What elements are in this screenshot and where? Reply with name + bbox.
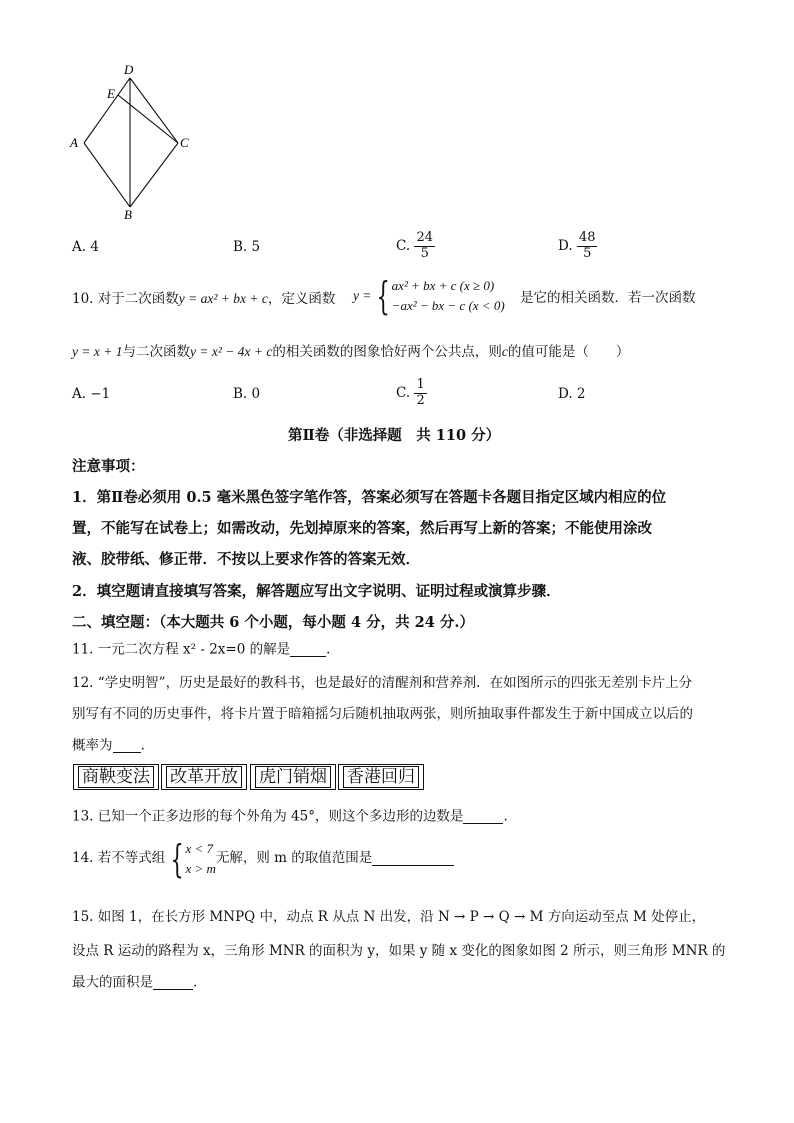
q10-option-b: B. 0	[233, 386, 261, 402]
q13	[72, 810, 508, 824]
q12-line3-text: 概率为	[72, 737, 113, 754]
q10-option-c-label: C.	[396, 384, 411, 401]
q10-option-c	[396, 378, 427, 409]
q10-text3: 是它的相关函数．若一次函数	[520, 290, 696, 306]
edge-ba	[84, 143, 130, 207]
card-4	[338, 764, 424, 790]
notice1-line2: 置，不能写在试卷上；如需改动，先划掉原来的答案，然后再写上新的答案；不能使用涂改	[72, 520, 652, 537]
q10-piecewise	[353, 273, 505, 318]
q10-case1: ax² + bx + c (x ≥ 0)	[391, 278, 495, 293]
q9-option-c	[396, 231, 435, 262]
label-b: B	[124, 207, 132, 222]
notice2: 2．填空题请直接填写答案，解答题应写出文字说明、证明过程或演算步骤．	[72, 583, 561, 600]
q13-text: 13. 已知一个正多边形的每个外角为 45°，则这个多边形的边数是	[72, 808, 464, 825]
notice1-line3: 液、胶带纸、修正带．不按以上要求作答的答案无效．	[72, 551, 420, 568]
q14-text1: 14. 若不等式组	[72, 849, 166, 866]
q12-line2: 别写有不同的历史事件，将卡片置于暗箱摇匀后随机抽取两张，则所抽取事件都发生于新中国成立以后的	[72, 706, 693, 722]
q9-d-denominator: 5	[583, 245, 592, 261]
q9-option-c-fraction	[414, 231, 435, 262]
q11	[72, 643, 330, 657]
q10-number: 10.	[72, 291, 94, 307]
card-1	[73, 764, 159, 790]
q10-option-d: D. 2	[558, 386, 586, 402]
q15-line1: 15. 如图 1，在长方形 MNPQ 中，动点 R 从点 N 出发，沿 N → P → Q → M 方向运动至点 M 处停止，	[72, 909, 706, 925]
q10-func1: y = ax² + bx + c	[178, 291, 268, 306]
card-3	[250, 764, 336, 790]
card-1-text: 商鞅变法	[78, 766, 154, 788]
q15-answer-blank[interactable]	[153, 976, 193, 990]
fill-section-title: 二、填空题：（本大题共 6 个小题，每小题 4 分，共 24 分.）	[72, 614, 474, 631]
card-2	[161, 764, 247, 790]
q9-d-numerator: 48	[578, 230, 596, 245]
q10-func-y: y =	[353, 287, 372, 303]
q9-option-c-label: C.	[396, 237, 411, 254]
q11-answer-blank[interactable]	[290, 643, 326, 657]
edge-cb	[130, 143, 178, 207]
q9-option-d	[558, 231, 597, 262]
q10-line2-text1: 与二次函数	[122, 344, 190, 360]
q10-text1: 对于二次函数	[97, 291, 179, 307]
q10-brace: {	[376, 273, 391, 318]
part2-title: 第Ⅱ卷（非选择题 共 110 分）	[288, 427, 501, 444]
q10-option-c-fraction	[414, 378, 426, 409]
q12-answer-blank[interactable]	[113, 739, 141, 753]
q12-end: .	[140, 737, 145, 754]
q13-end: .	[503, 808, 508, 825]
q14-case1: x < 7	[185, 841, 213, 856]
q10-case2: −ax² − bx − c (x < 0)	[391, 297, 505, 313]
q15-line3	[72, 976, 197, 990]
q12-line1: 12. “学史明智”，历史是最好的教科书，也是最好的清醒剂和营养剂．在如图所示的四张无差别卡片上分	[72, 675, 693, 691]
q10-option-a: A. −1	[72, 386, 111, 402]
label-e: E	[107, 86, 115, 101]
label-d: D	[124, 62, 134, 77]
q10-c-denominator: 2	[416, 392, 425, 408]
q10-line2-text2: 的相关函数的图象恰好两个公共点，则	[272, 344, 502, 360]
rhombus-figure	[60, 60, 210, 225]
q14-text2: 无解，则 m 的取值范围是	[215, 849, 373, 866]
card-3-text: 虎门销烟	[255, 766, 331, 788]
q10-line2	[72, 345, 629, 360]
q10-line1	[72, 292, 335, 307]
notice1-line1: 1．第Ⅱ卷必须用 0.5 毫米黑色签字笔作答，答案必须写在答题卡各题目指定区域内相应的位	[72, 489, 667, 506]
q10-linear-func: y = x + 1	[72, 344, 123, 359]
q9-option-d-label: D.	[558, 237, 573, 254]
card-4-text: 香港回归	[343, 766, 419, 788]
q15-line2: 设点 R 运动的路程为 x，三角形 MNR 的面积为 y，如果 y 随 x 变化的图象如图 2 所示，则三角形 MNR 的	[72, 943, 726, 959]
q9-c-denominator: 5	[420, 245, 429, 261]
card-2-text: 改革开放	[166, 766, 242, 788]
q9-option-a: A. 4	[72, 239, 99, 255]
q14-brace: {	[170, 836, 185, 881]
q14	[72, 836, 454, 881]
q14-case2: x > m	[185, 860, 216, 876]
q13-answer-blank[interactable]	[463, 810, 503, 824]
q15-end: .	[193, 974, 198, 991]
q9-c-numerator: 24	[416, 230, 433, 245]
q11-end: .	[326, 641, 331, 658]
q10-quadratic-func: y = x² − 4x + c	[189, 344, 273, 359]
q10-text2: ，定义函数	[267, 291, 336, 307]
q9-option-d-fraction	[577, 231, 598, 262]
q10-line2-text3: 的值可能是（ ）	[507, 344, 630, 360]
q10-c-numerator: 1	[416, 377, 425, 392]
label-a: A	[70, 135, 78, 150]
label-c: C	[180, 135, 189, 150]
notice-heading: 注意事项：	[72, 458, 145, 475]
q9-option-b: B. 5	[233, 239, 261, 255]
q15-line3-text: 最大的面积是	[72, 974, 153, 991]
q10-c-variable: c	[501, 344, 508, 359]
q12-line3	[72, 739, 145, 753]
q14-answer-blank[interactable]	[372, 852, 454, 866]
q11-text: 11. 一元二次方程 x² - 2x=0 的解是	[72, 641, 291, 658]
